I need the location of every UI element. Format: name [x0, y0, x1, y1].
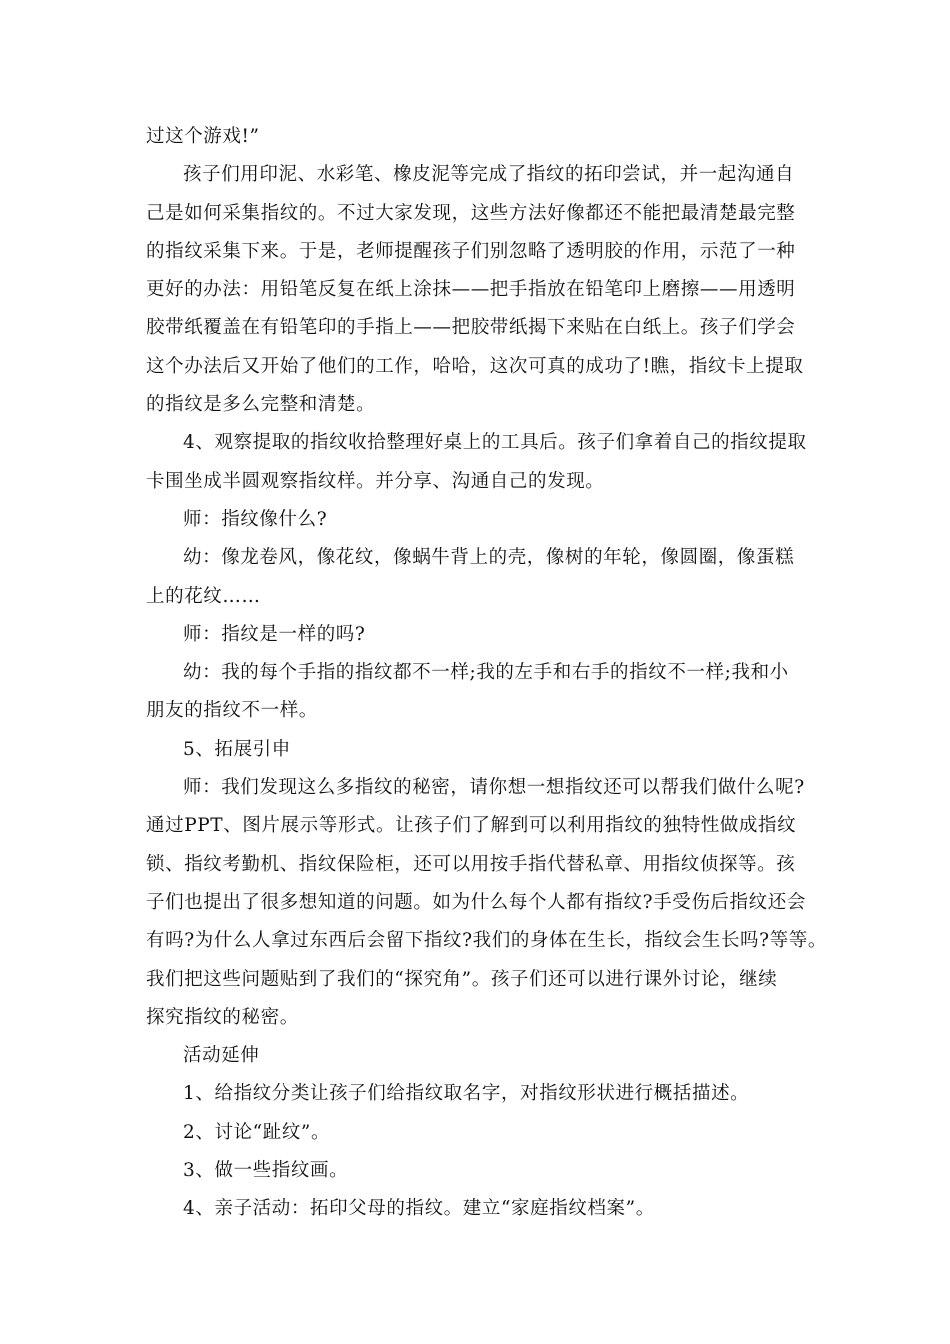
text-line: 上的花纹…… — [146, 585, 261, 607]
section-heading: 5、拓展引申 — [183, 738, 291, 760]
text-line: 有吗?为什么人拿过东西后会留下指纹?我们的身体在生长，指纹会生长吗?等等。 — [146, 930, 827, 952]
text-line: 胶带纸覆盖在有铅笔印的手指上——把胶带纸揭下来贴在白纸上。孩子们学会 — [146, 317, 796, 339]
text-line: 我们把这些问题贴到了我们的“探究角”。孩子们还可以进行课外讨论，继续 — [146, 968, 778, 990]
list-item: 1、给指纹分类让孩子们给指纹取名字，对指纹形状进行概括描述。 — [183, 1083, 750, 1105]
text-line: 卡围坐成半圆观察指纹样。并分享、沟通自己的发现。 — [146, 470, 605, 492]
text-line: 师：指纹像什么? — [183, 508, 328, 530]
section-heading: 活动延伸 — [183, 1045, 260, 1067]
text-line: 的指纹采集下来。于是，老师提醒孩子们别忽略了透明胶的作用，示范了一种 — [146, 240, 796, 262]
text-line: 过这个游戏!” — [146, 126, 260, 147]
list-item: 2、讨论“趾纹”。 — [183, 1121, 331, 1143]
text-line: 朋友的指纹不一样。 — [146, 700, 318, 722]
text-line: 4、观察提取的指纹收拾整理好桌上的工具后。孩子们拿着自己的指纹提取 — [183, 432, 807, 454]
text-line: 师：我们发现这么多指纹的秘密，请你想一想指纹还可以帮我们做什么呢? — [183, 777, 805, 799]
text-line: 这个办法后又开始了他们的工作，哈哈，这次可真的成功了!瞧，指纹卡上提取 — [146, 355, 804, 377]
text-line: 探究指纹的秘密。 — [146, 1006, 299, 1028]
text-line: 子们也提出了很多想知道的问题。如为什么每个人都有指纹?手受伤后指纹还会 — [146, 891, 806, 913]
text-line: 幼：像龙卷风，像花纹，像蜗牛背上的壳，像树的年轮，像圆圈，像蛋糕 — [183, 547, 795, 569]
text-line: 己是如何采集指纹的。不过大家发现，这些方法好像都还不能把最清楚最完整 — [146, 202, 796, 224]
list-item: 3、做一些指纹画。 — [183, 1160, 349, 1182]
document-body — [146, 118, 836, 1229]
text-line: 孩子们用印泥、水彩笔、橡皮泥等完成了指纹的拓印尝试，并一起沟通自 — [183, 164, 795, 186]
text-line: 锁、指纹考勤机、指纹保险柜，还可以用按手指代替私章、用指纹侦探等。孩 — [146, 853, 796, 875]
text-line: 的指纹是多么完整和清楚。 — [146, 394, 376, 416]
text-line: 更好的办法：用铅笔反复在纸上涂抹——把手指放在铅笔印上磨擦——用透明 — [146, 279, 796, 301]
text-line: 通过PPT、图片展示等形式。让孩子们了解到可以利用指纹的独特性做成指纹 — [146, 815, 797, 837]
list-item: 4、亲子活动：拓印父母的指纹。建立“家庭指纹档案”。 — [183, 1198, 655, 1220]
text-line: 师：指纹是一样的吗? — [183, 623, 366, 645]
text-line: 幼：我的每个手指的指纹都不一样;我的左手和右手的指纹不一样;我和小 — [183, 662, 789, 684]
